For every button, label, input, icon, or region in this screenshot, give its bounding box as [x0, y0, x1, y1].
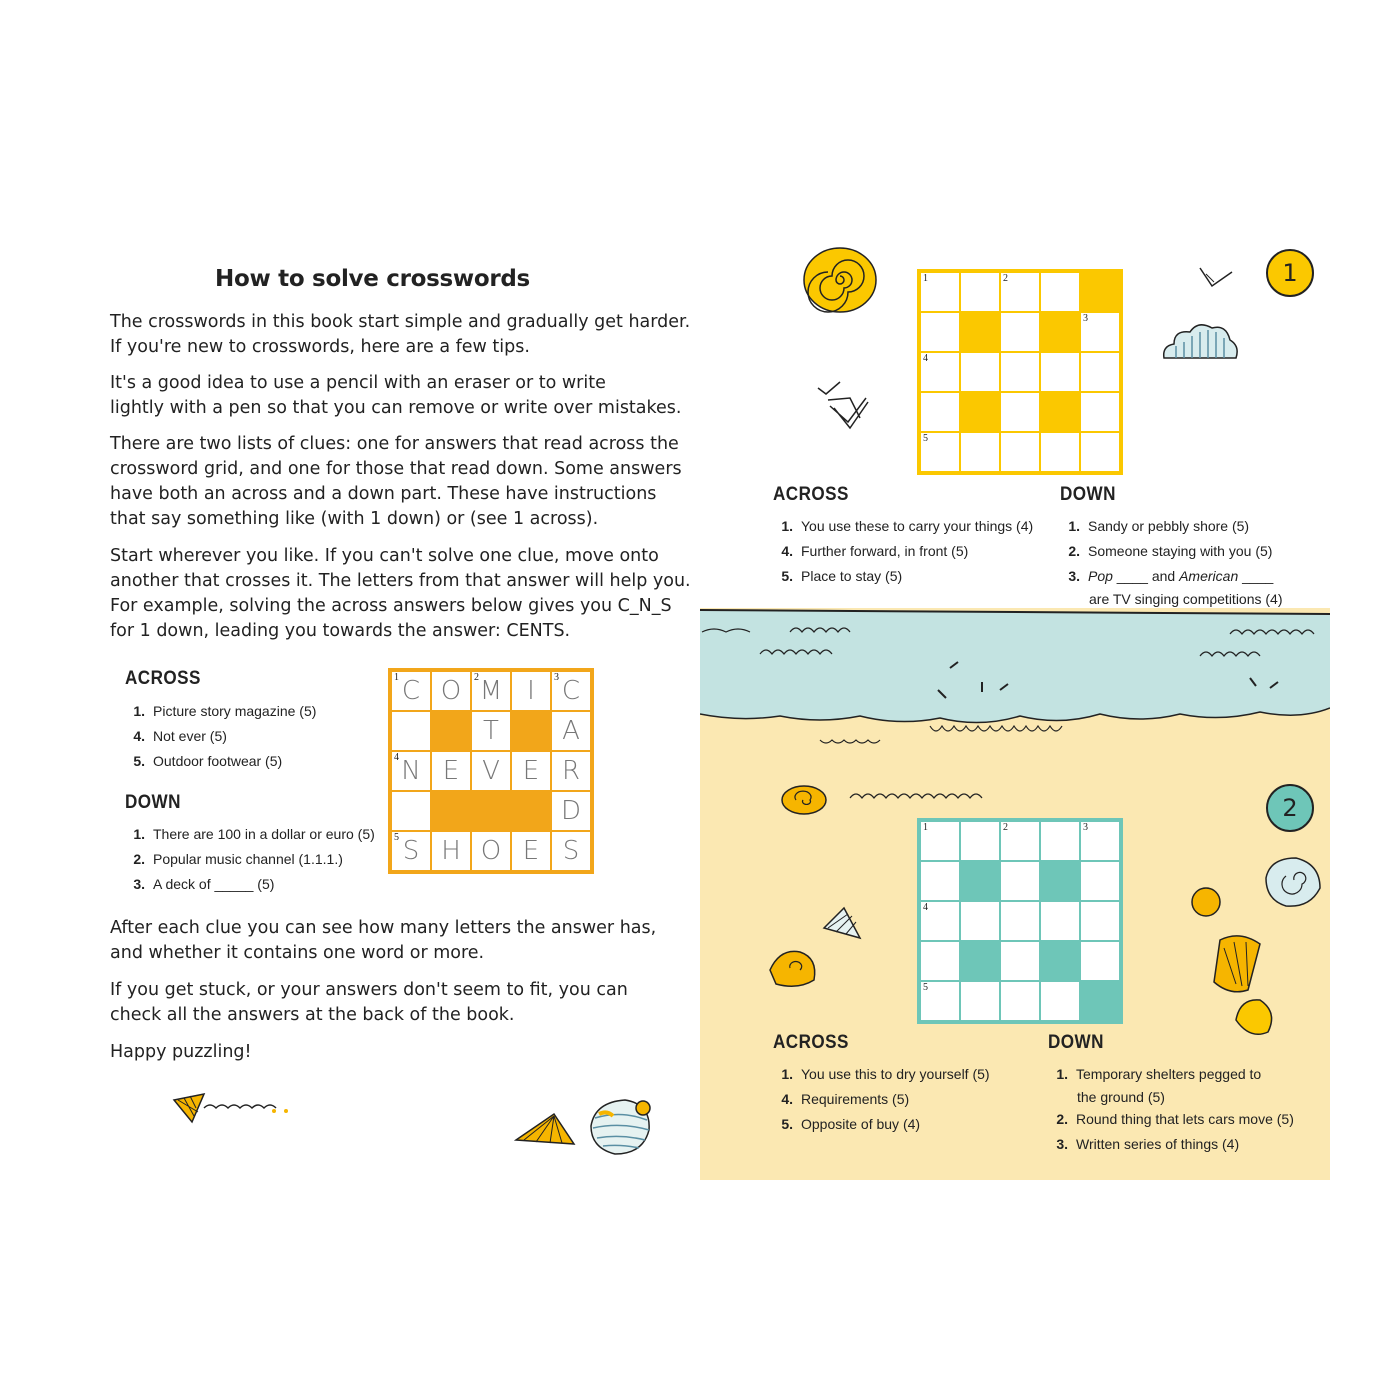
paragraph [110, 310, 691, 360]
grid-cell[interactable] [1000, 901, 1040, 941]
grid-cell [431, 671, 471, 711]
cell-letter: M [479, 676, 503, 706]
paragraph-line: The crosswords in this book start simple and gradually get harder. [110, 312, 691, 332]
grid-block-cell [1040, 861, 1080, 901]
grid-cell [511, 751, 551, 791]
grid-cell[interactable] [960, 272, 1000, 312]
clue-number: 5. [781, 1116, 793, 1132]
cell-number: 5 [923, 433, 928, 444]
clue-item [773, 1087, 990, 1112]
grid-block-cell [960, 392, 1000, 432]
grid-cell [391, 751, 431, 791]
clue-text: Written series of things (4) [1076, 1136, 1240, 1152]
cell-letter: E [522, 836, 540, 866]
cell-letter: N [401, 756, 421, 786]
grid-cell [551, 751, 591, 791]
grid-cell [511, 671, 551, 711]
cell-letter: C [401, 676, 421, 706]
cell-letter: H [441, 836, 461, 866]
shell-trail-icon [170, 1090, 300, 1130]
puzzle2-down-clues [1048, 1107, 1294, 1157]
cell-number: 2 [474, 672, 479, 683]
grid-block-cell [960, 941, 1000, 981]
clue-text: You use this to dry yourself (5) [801, 1066, 990, 1082]
cell-number: 1 [394, 672, 399, 683]
example-down-clues [125, 822, 375, 897]
puzzle2-down-clue-1: 1. Temporary shelters pegged to the ground (5) [1056, 1066, 1262, 1105]
grid-block-cell [1040, 312, 1080, 352]
grid-block-cell [471, 791, 511, 831]
clue-number: 2. [1056, 1111, 1068, 1127]
grid-cell[interactable] [920, 272, 960, 312]
clue-item [773, 1112, 990, 1137]
grid-cell[interactable] [1040, 901, 1080, 941]
paragraph-line: If you get stuck, or your answers don't seem to fit, you can [110, 980, 628, 1000]
cell-letter: E [442, 756, 460, 786]
grid-cell[interactable] [1000, 432, 1040, 472]
grid-cell[interactable] [920, 981, 960, 1021]
paragraph-line: There are two lists of clues: one for answers that read across the [110, 434, 679, 454]
paragraph-line: For example, solving the across answers below gives you C_N_S [110, 596, 672, 616]
cell-letter: E [522, 756, 540, 786]
grid-cell[interactable] [1080, 352, 1120, 392]
clue-item [1060, 514, 1272, 539]
grid-block-cell [1080, 272, 1120, 312]
grid-cell [471, 751, 511, 791]
grid-cell[interactable] [1080, 941, 1120, 981]
clue-text: Not ever (5) [153, 728, 227, 744]
paragraph [110, 916, 657, 966]
grid-block-cell [960, 861, 1000, 901]
grid-cell[interactable] [960, 821, 1000, 861]
clue-number: 1. [781, 518, 793, 534]
grid-cell [471, 671, 511, 711]
clue-item [125, 724, 316, 749]
clue-text: Popular music channel (1.1.1.) [153, 851, 343, 867]
grid-cell[interactable] [1080, 821, 1120, 861]
cell-number: 5 [394, 832, 399, 843]
clue-item [125, 847, 375, 872]
clue-item [1048, 1107, 1294, 1132]
grid-cell[interactable] [1040, 981, 1080, 1021]
grid-cell[interactable] [920, 821, 960, 861]
puzzle1-down-clues [1060, 514, 1272, 564]
clue-number: 5. [781, 568, 793, 584]
cell-number: 2 [1003, 822, 1008, 833]
grid-cell[interactable] [920, 352, 960, 392]
paragraph [110, 432, 682, 532]
paragraph-line: Start wherever you like. If you can't solve one clue, move onto [110, 546, 659, 566]
clue-number: 4. [133, 728, 145, 744]
grid-cell [551, 831, 591, 871]
paragraph-line: another that crosses it. The letters from that answer will help you. [110, 571, 691, 591]
grid-cell [431, 751, 471, 791]
grid-cell[interactable] [960, 901, 1000, 941]
crossword-2-grid[interactable] [917, 818, 1123, 1024]
cell-number: 2 [1003, 273, 1008, 284]
cell-letter: I [527, 676, 535, 706]
clue-text: Round thing that lets cars move (5) [1076, 1111, 1294, 1127]
grid-cell[interactable] [1000, 861, 1040, 901]
page-title: How to solve crosswords [215, 266, 530, 292]
paragraph [110, 1040, 650, 1065]
grid-cell [511, 831, 551, 871]
paragraph-line: crossword grid, and one for those that read down. Some answers [110, 459, 682, 479]
grid-cell [391, 711, 431, 751]
seagull-birds-icon [812, 378, 896, 444]
cell-letter: V [482, 756, 500, 786]
paragraph [110, 371, 682, 421]
grid-cell[interactable] [960, 432, 1000, 472]
paragraph-line: After each clue you can see how many letters the answer has, [110, 918, 657, 938]
grid-cell[interactable] [920, 312, 960, 352]
clue-text: There are 100 in a dollar or euro (5) [153, 826, 375, 842]
cell-letter: C [561, 676, 581, 706]
cell-number: 1 [923, 822, 928, 833]
grid-block-cell [1040, 941, 1080, 981]
puzzle2-across-clues [773, 1062, 990, 1137]
clue-number: 3. [133, 876, 145, 892]
grid-cell[interactable] [1080, 861, 1120, 901]
grid-cell[interactable] [1000, 272, 1040, 312]
cell-number: 3 [1083, 822, 1088, 833]
grid-cell[interactable] [1000, 312, 1040, 352]
crossword-1-grid[interactable] [917, 269, 1123, 475]
striped-shell-icon [585, 1096, 657, 1158]
puzzle-2-badge: 2 [1266, 784, 1314, 832]
grid-cell [391, 791, 431, 831]
grid-cell [391, 831, 431, 871]
puzzle2-across-heading: ACROSS [773, 1032, 849, 1053]
paragraph-line: check all the answers at the back of the book. [110, 1005, 515, 1025]
paragraph-line: for 1 down, leading you towards the answer: CENTS. [110, 621, 571, 641]
clue-text: Sandy or pebbly shore (5) [1088, 518, 1250, 534]
grid-cell[interactable] [1000, 821, 1040, 861]
grid-block-cell [1040, 392, 1080, 432]
clue-item [125, 749, 316, 774]
grid-cell[interactable] [1000, 941, 1040, 981]
clue-item [1060, 539, 1272, 564]
grid-cell[interactable] [1080, 901, 1120, 941]
clue-text: Outdoor footwear (5) [153, 753, 283, 769]
grid-cell[interactable] [1040, 272, 1080, 312]
puzzle1-across-clues [773, 514, 1033, 589]
grid-cell [551, 671, 591, 711]
paragraph-line: It's a good idea to use a pencil with an eraser or to write [110, 373, 606, 393]
paragraph [110, 978, 650, 1028]
clue-item [1048, 1132, 1294, 1157]
puzzle1-down-heading: DOWN [1060, 484, 1116, 505]
cell-letter: S [402, 836, 420, 866]
example-across-clues [125, 699, 316, 774]
example-across-heading: ACROSS [125, 668, 201, 689]
grid-cell[interactable] [1080, 312, 1120, 352]
clue-text: Further forward, in front (5) [801, 543, 969, 559]
clue-text: Someone staying with you (5) [1088, 543, 1273, 559]
grid-block-cell [511, 791, 551, 831]
puzzle1-down-clue-3: 3. Pop ____ and American ____ are TV singing competitions (4) [1068, 568, 1283, 607]
cell-letter: D [560, 796, 582, 826]
bird-icon [1196, 264, 1236, 294]
clue-number: 1. [1068, 518, 1080, 534]
clue-number: 4. [781, 543, 793, 559]
grid-cell[interactable] [1080, 392, 1120, 432]
clue-number: 4. [781, 1091, 793, 1107]
paragraph-line: If you're new to crosswords, here are a few tips. [110, 337, 530, 357]
cell-number: 4 [923, 902, 928, 913]
clue-number: 2. [1068, 543, 1080, 559]
paragraph-line: lightly with a pen so that you can remove or write over mistakes. [110, 398, 682, 418]
clue-text: A deck of _____ (5) [153, 876, 275, 892]
cell-letter: O [440, 676, 462, 706]
cell-letter: O [480, 836, 502, 866]
cell-letter: S [562, 836, 580, 866]
grid-cell[interactable] [1000, 392, 1040, 432]
clue-number: 1. [133, 826, 145, 842]
paragraph-line: have both an across and a down part. These have instructions [110, 484, 657, 504]
clue-text: Picture story magazine (5) [153, 703, 317, 719]
clue-item [125, 822, 375, 847]
fan-shell-icon [514, 1110, 578, 1148]
clue-number: 2. [133, 851, 145, 867]
grid-cell [551, 711, 591, 751]
clue-number: 5. [133, 753, 145, 769]
paragraph-line: and whether it contains one word or more. [110, 943, 485, 963]
puzzle1-across-heading: ACROSS [773, 484, 849, 505]
grid-cell[interactable] [920, 392, 960, 432]
clue-text: You use these to carry your things (4) [801, 518, 1034, 534]
grid-cell[interactable] [920, 941, 960, 981]
grid-cell [551, 791, 591, 831]
paragraph-line: Happy puzzling! [110, 1042, 252, 1062]
clue-number: 1. [781, 1066, 793, 1082]
clue-text: Place to stay (5) [801, 568, 903, 584]
cloud-icon [1160, 320, 1240, 362]
cell-number: 3 [554, 672, 559, 683]
puzzle2-down-heading: DOWN [1048, 1032, 1104, 1053]
clue-item [125, 872, 375, 897]
cell-number: 4 [394, 752, 399, 763]
clue-item [773, 514, 1033, 539]
cell-letter: T [483, 716, 499, 746]
clue-item [773, 539, 1033, 564]
sun-spiral-icon [800, 246, 880, 316]
grid-cell[interactable] [920, 861, 960, 901]
cell-number: 3 [1083, 313, 1088, 324]
grid-cell[interactable] [960, 981, 1000, 1021]
grid-cell [391, 671, 431, 711]
grid-cell [471, 711, 511, 751]
cell-number: 5 [923, 982, 928, 993]
grid-cell[interactable] [1040, 352, 1080, 392]
puzzle-1-badge: 1 [1266, 249, 1314, 297]
grid-block-cell [511, 711, 551, 751]
clue-text: Requirements (5) [801, 1091, 910, 1107]
grid-cell[interactable] [960, 352, 1000, 392]
grid-block-cell [960, 312, 1000, 352]
grid-cell[interactable] [1040, 432, 1080, 472]
cell-letter: A [562, 716, 580, 746]
example-crossword-grid [388, 668, 594, 874]
paragraph-line: that say something like (with 1 down) or (see 1 across). [110, 509, 599, 529]
cell-number: 1 [923, 273, 928, 284]
grid-block-cell [1080, 981, 1120, 1021]
clue-item [125, 699, 316, 724]
grid-cell[interactable] [920, 901, 960, 941]
grid-cell [471, 831, 511, 871]
paragraph [110, 544, 691, 644]
example-down-heading: DOWN [125, 792, 181, 813]
grid-cell[interactable] [920, 432, 960, 472]
clue-number: 1. [133, 703, 145, 719]
clue-item [773, 564, 1033, 589]
grid-cell[interactable] [1000, 981, 1040, 1021]
cell-letter: R [561, 756, 581, 786]
clue-number: 3. [1056, 1136, 1068, 1152]
clue-text: Opposite of buy (4) [801, 1116, 921, 1132]
grid-cell[interactable] [1040, 821, 1080, 861]
grid-cell[interactable] [1080, 432, 1120, 472]
cell-number: 4 [923, 353, 928, 364]
grid-block-cell [431, 791, 471, 831]
grid-block-cell [431, 711, 471, 751]
grid-cell[interactable] [1000, 352, 1040, 392]
grid-cell [431, 831, 471, 871]
clue-item [773, 1062, 990, 1087]
